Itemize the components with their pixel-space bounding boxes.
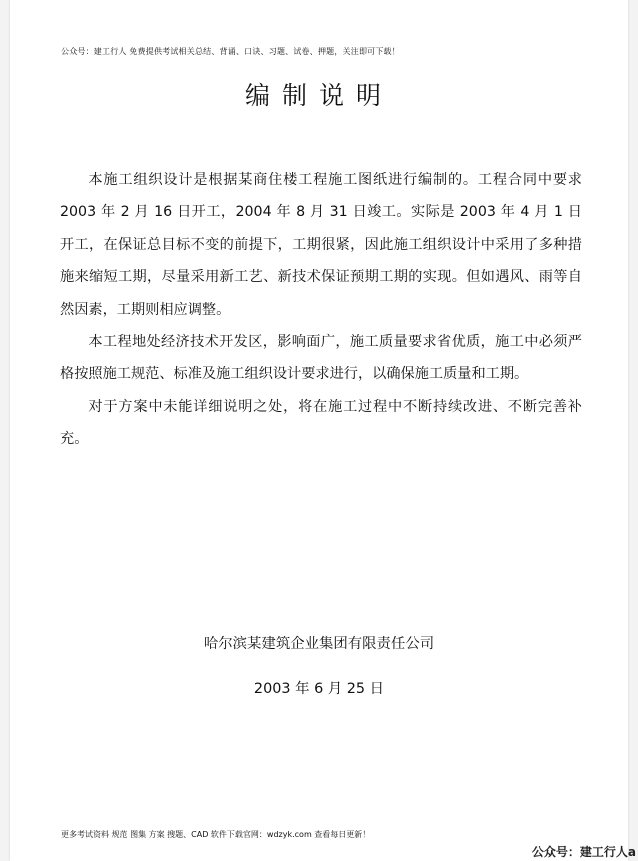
- signature-organization: 哈尔滨某建筑企业集团有限责任公司: [203, 636, 435, 652]
- body-text: [60, 164, 582, 456]
- footer-note: 更多考试资料 规范 图集 方案 搜题、CAD 软件下载官网：wdzyk.com 查看每日更新！: [61, 830, 371, 839]
- page-title: 编制说明: [244, 81, 393, 110]
- paragraph-quality: 本工程地处经济技术开发区，影响面广，施工质量要求省优质，施工中必须严格按照施工规范、标准及施工组织设计要求进行，以确保施工质量和工期。: [60, 334, 582, 383]
- paragraph-improvement: 对于方案中未能详细说明之处，将在施工过程中不断持续改进、不断完善补充。: [60, 398, 582, 448]
- document-page: [10, 0, 628, 861]
- signature-date: 2003 年 6 月 25 日: [253, 681, 385, 697]
- paragraph-schedule: 本施工组织设计是根据某商住楼工程施工图纸进行编制的。工程合同中要求 2003 年 2 月 16 日开工，2004 年 8 月 31 日竣工。实际是 2003 年 4 月 1 日开工，在保证总目标不变的前提下，工期很紧，因此施工组织设计中采用了多种措施来缩短工期，尽量采用新工艺、新技术保证预期工期的实现。但如遇风、雨等自然因素，工期则相应调整。: [60, 172, 582, 318]
- header-note: 公众号：建工行人 免费提供考试相关总结、背诵、口诀、习题、试卷、押题，关注即可下载！: [61, 47, 400, 56]
- watermark: 公众号：建工行人a: [531, 845, 636, 859]
